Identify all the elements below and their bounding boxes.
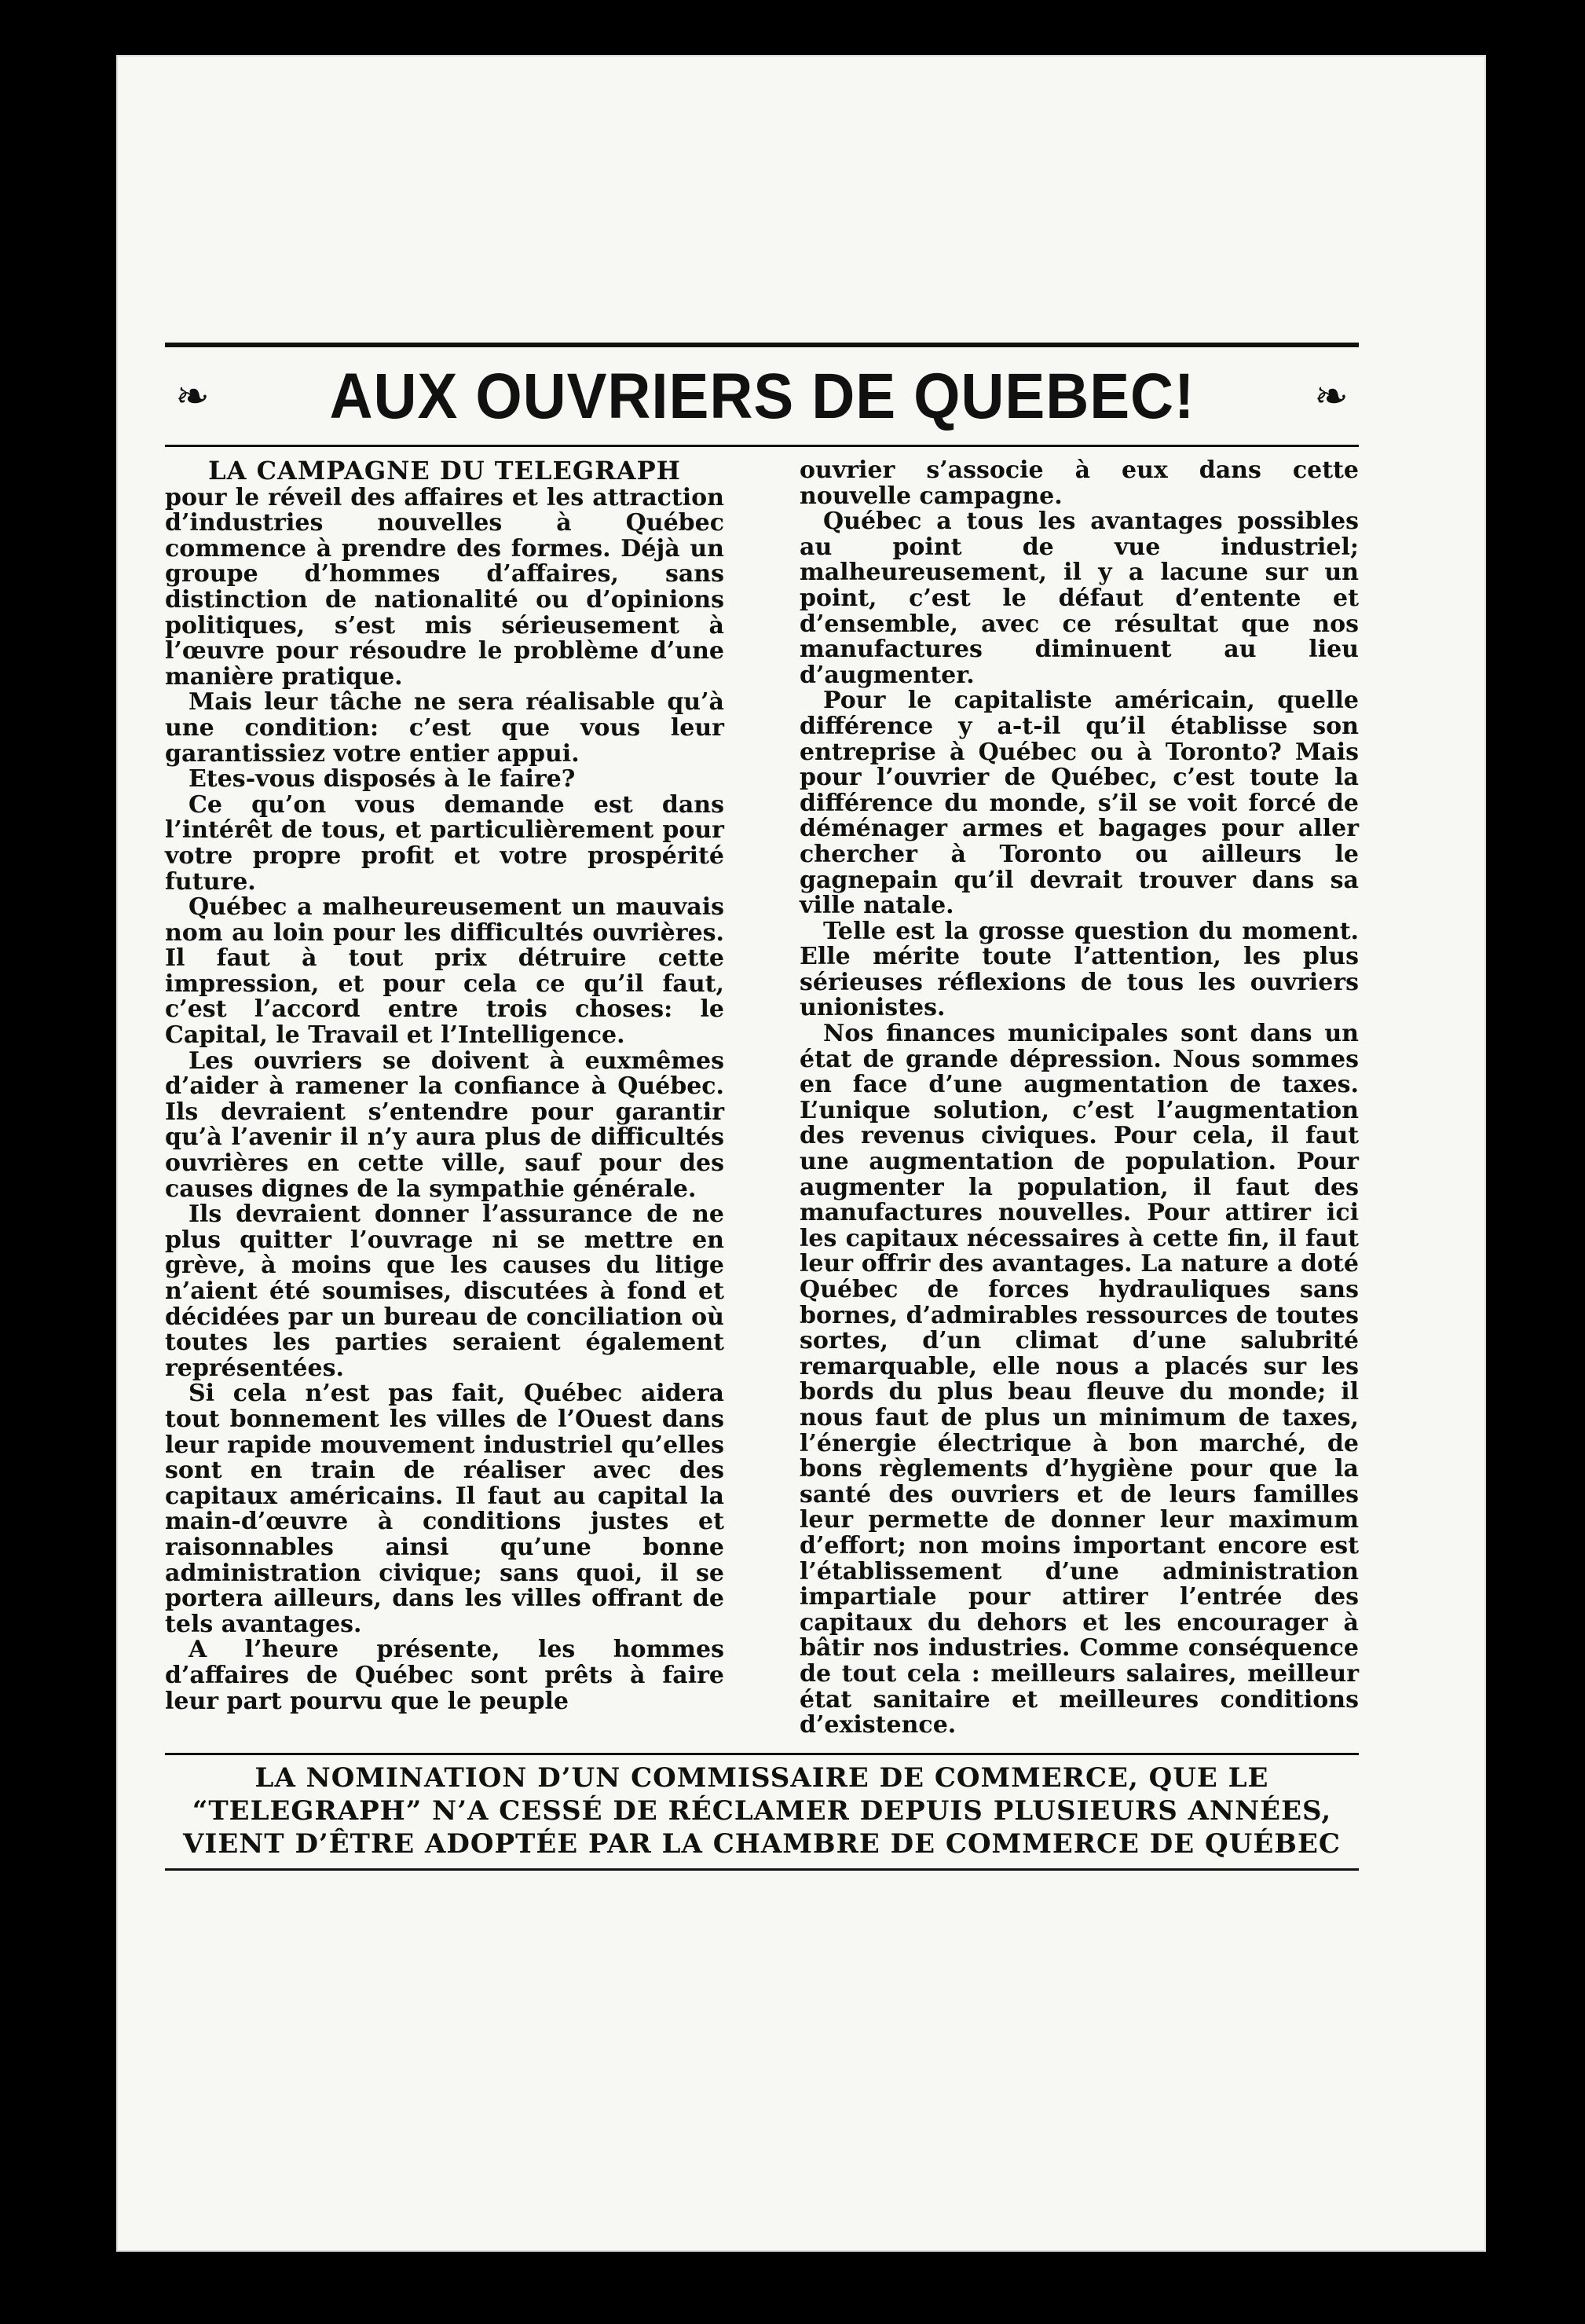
article-columns — [165, 458, 1359, 1739]
kicker: LA CAMPAGNE DU TELEGRAPH — [208, 456, 681, 486]
footer-text — [165, 1755, 1359, 1868]
article — [165, 343, 1359, 2071]
footer-line: “TELEGRAPH” N’A CESSÉ DE RÉCLAMER DEPUIS PLUSIEURS ANNÉES, — [192, 1794, 1332, 1827]
paragraph: Telle est la grosse question du moment. Elle mérite toute l’attention, les plus sérieuses réflexions de tous les ouvriers unionistes. — [800, 917, 1359, 1022]
headline-row — [165, 354, 1359, 440]
paragraph: Québec a malheureusement un mauvais nom au loin pour les difficultés ouvrières. Il faut à tout prix détruire cette impression, et pour cela ce qu’il faut, c’est l’accord entre trois choses: le Capital, le Travail et l’Intelligence. — [165, 893, 724, 1050]
footer-line: LA NOMINATION D’UN COMMISSAIRE DE COMMERCE, QUE LE — [254, 1761, 1269, 1794]
paragraph: ouvrier s’associe à eux dans cette nouvelle campagne. — [800, 456, 1359, 510]
paragraph: Ce qu’on vous demande est dans l’intérêt de tous, et particulièrement pour votre propre profit et votre prospérité future. — [165, 790, 724, 896]
column-left — [165, 458, 724, 1739]
paragraph: Québec a tous les avantages possibles au point de vue industriel; malheureusement, il y a lacune sur un point, c’est le défaut d’entente et d’ensemble, avec ce résultat que nos manufactures diminuent au lieu d’augmenter. — [800, 508, 1359, 689]
top-rule — [165, 343, 1359, 347]
paragraph: Les ouvriers se doivent à euxmêmes d’aider à ramener la confiance à Québec. Ils devraient s’entendre pour garantir qu’à l’avenir il n’y aura plus de difficultés ouvrières en cette ville, sauf pour des causes dignes de la sympathie générale. — [165, 1047, 724, 1203]
paragraph: Mais leur tâche ne sera réalisable qu’à une condition: c’est que vous leur garantissiez votre entier appui. — [165, 688, 724, 768]
paragraph: pour le réveil des affaires et les attraction d’industries nouvelles à Québec commence à prendre des formes. Déjà un groupe d’hommes d’affaires, sans distinction de nationalité ou d’opinions politiques, s’est mis sérieusement à l’œuvre pour résoudre le problème d’une manière pratique. — [165, 483, 724, 691]
ornament-right-icon: ❧ — [1314, 373, 1349, 420]
footer-notice — [165, 1753, 1359, 1871]
paragraph: Etes-vous disposés à le faire? — [189, 765, 576, 794]
headline: AUX OUVRIERS DE QUEBEC! — [329, 361, 1195, 432]
paragraph: Ils devraient donner l’assurance de ne plus quitter l’ouvrage ni se mettre en grève, à moins que les causes du litige n’aient été soumises, discutées à fond et décidées par un bureau de conciliation où toutes les parties seraient également représentées. — [165, 1200, 724, 1382]
headline-rule — [165, 445, 1359, 447]
paragraph: Nos finances municipales sont dans un état de grande dépression. Nous sommes en face d’une augmentation de taxes. L’unique solution, c’est l’augmentation des revenus civiques. Pour cela, il faut une augmentation de population. Pour augmenter la population, il faut des manufactures nouvelles. Pour attirer ici les capitaux nécessaires à cette fin, il faut leur offrir des avantages. La nature a doté Québec de forces hydrauliques sans bornes, d’admirables ressources de toutes sortes, d’un climat d’une salubrité remarquable, elle nous a placés sur les bords du plus beau fleuve du monde; il nous faut de plus un minimum de taxes, l’énergie électrique à bon marché, de bons règlements d’hygiène pour que la santé des ouvriers et de leurs familles leur permette de donner leur maximum d’effort; non moins important encore est l’établissement d’une administration impartiale pour attirer l’entrée des capitaux du dehors et les encourager à bâtir nos industries. Comme conséquence de tout cela : meilleurs salaires, meilleur état sanitaire et meilleures conditions d’existence. — [800, 1020, 1359, 1739]
paragraph: Pour le capitaliste américain, quelle différence y a-t-il qu’il établisse son entreprise à Québec ou à Toronto? Mais pour l’ouvrier de Québec, c’est toute la différence du monde, s’il se voit forcé de déménager armes et bagages pour aller chercher à Toronto ou ailleurs le gagnepain qu’il devrait trouver dans sa ville natale. — [800, 687, 1359, 920]
column-right — [800, 458, 1359, 1739]
paragraph: A l’heure présente, les hommes d’affaires de Québec sont prêts à faire leur part pourvu que le peuple — [165, 1636, 724, 1715]
footer-rule-bottom — [165, 1868, 1359, 1871]
ornament-left-icon: ❧ — [175, 373, 210, 420]
footer-line: VIENT D’ÊTRE ADOPTÉE PAR LA CHAMBRE DE COMMERCE DE QUÉBEC — [183, 1827, 1341, 1860]
paragraph: Si cela n’est pas fait, Québec aidera tout bonnement les villes de l’Ouest dans leur rapide mouvement industriel qu’elles sont en train de réaliser avec des capitaux américains. Il faut au capital la main-d’œuvre à conditions justes et raisonnables ainsi qu’une bonne administration civique; sans quoi, il se portera ailleurs, dans les villes offrant de tels avantages. — [165, 1380, 724, 1638]
